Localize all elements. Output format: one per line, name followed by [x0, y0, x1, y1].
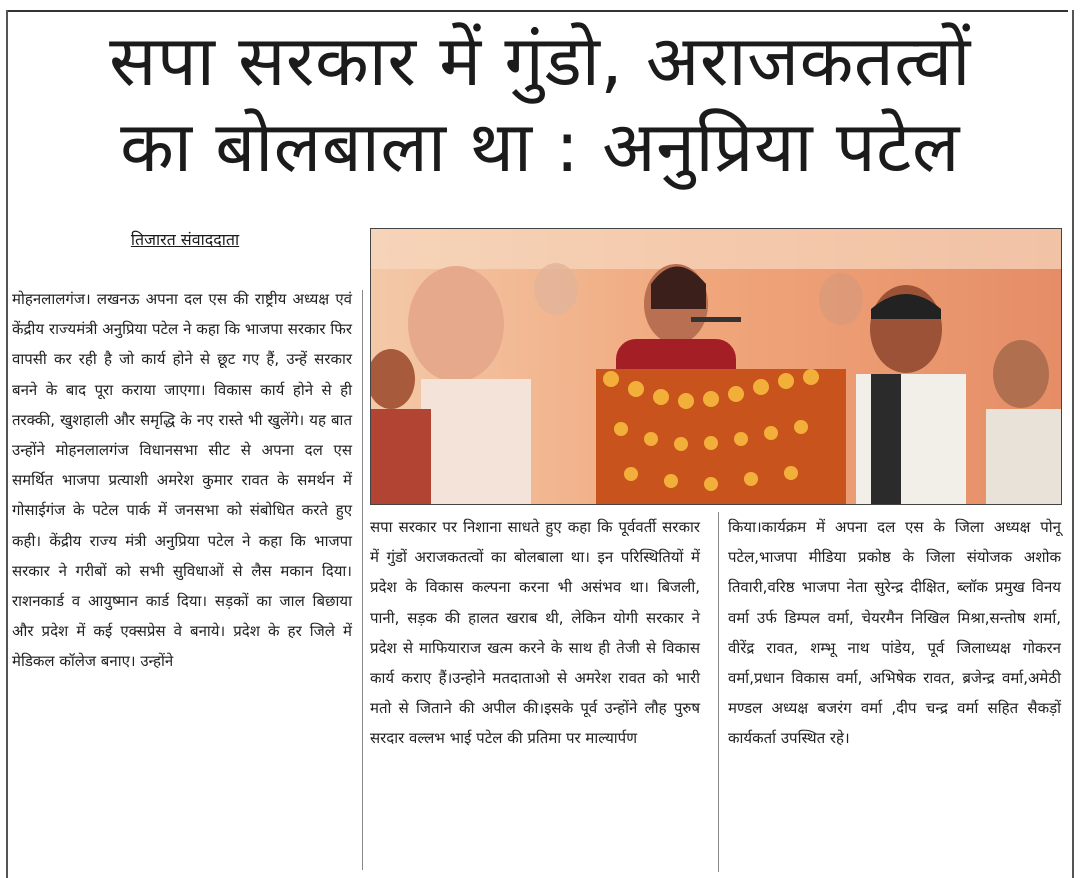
news-photo: [370, 228, 1062, 505]
left-border: [6, 10, 8, 878]
rally-photo-illustration: [371, 229, 1061, 504]
byline-block: [10, 228, 360, 254]
headline: [10, 18, 1070, 190]
column-divider: [718, 512, 719, 872]
article-column-1: मोहनलालगंज। लखनऊ अपना दल एस की राष्ट्रीय अध्यक्ष एवं केंद्रीय राज्यमंत्री अनुप्रिया पटेल ने कहा कि भाजपा सरकार फिर वापसी कर रही है जो कार्य होने से छूट गए हैं, उन्हें सरकार बनने के बाद पूरा कराया जाएगा। विकास कार्य होने से ही तरक्की, खुशहाली और समृद्धि के नए रास्ते भी खुलेंगे। यह बात उन्होंने मोहनलालगंज विधानसभा सीट से अपना दल एस समर्थित भाजपा प्रत्याशी अमरेश कुमार रावत के समर्थन में गोसाईगंज के पटेल पार्क में जनसभा को संबोधित करते हुए कही। केंद्रीय राज्य मंत्री अनुप्रिया पटेल ने कहा कि भाजपा सरकार ने गरीबों को सभी सुविधाओं से लैस मकान दिया। राशनकार्ड व आयुष्मान कार्ड दिया। सड़कों का जाल बिछाया और प्रदेश में कई एक्सप्रेस वे बनाये। प्रदेश के हर जिले में मेडिकल कॉलेज बनाए। उन्होंने: [12, 290, 352, 671]
article-column-3: किया।कार्यक्रम में अपना दल एस के जिला अध्यक्ष पोनू पटेल,भाजपा मीडिया प्रकोष्ठ के जिला संयोजक अशोक तिवारी,वरिष्ठ भाजपा नेता सुरेन्द्र दीक्षित, ब्लॉक प्रमुख विनय वर्मा उर्फ डिम्पल वर्मा, चेयरमैन निखिल मिश्रा,सन्तोष शर्मा, वीरेंद्र रावत, शम्भू नाथ पांडेय, पूर्व जिलाध्यक्ष गोकरन वर्मा,प्रधान विकास वर्मा, अभिषेक रावत, ब्रजेन्द्र वर्मा,अमेठी मण्डल अध्यक्ष बजरंग वर्मा ,दीप चन्द्र वर्मा सहित सैकड़ों कार्यकर्ता उपस्थित रहे।: [728, 518, 1061, 748]
headline-line-2: का बोलबाला था : अनुप्रिया पटेल: [120, 106, 960, 188]
article-column-2: सपा सरकार पर निशाना साधते हुए कहा कि पूर्ववर्ती सरकार में गुंडों अराजकतत्वों का बोलबाला था। इन परिस्थितियों में प्रदेश के विकास कल्पना करना भी असंभव था। बिजली, पानी, सड़क की हालत खराब थी, लेकिन योगी सरकार ने प्रदेश से माफियाराज खत्म करने के साथ ही तेजी से विकास कार्य कराए हैं।उन्होने मतदाताओ से अमरेश रावत को भारी मतो से जिताने की अपील की।इसके पूर्व उन्होंने लौह पुरुष सरदार वल्लभ भाई पटेल की प्रतिमा पर माल्यार्पण: [370, 518, 700, 748]
right-border: [1072, 10, 1074, 878]
headline-line-1: सपा सरकार में गुंडो, अराजकतत्वों: [109, 20, 971, 102]
byline: तिजारत संवाददाता: [130, 230, 240, 249]
column-divider: [362, 290, 363, 870]
top-rule: [8, 10, 1068, 12]
